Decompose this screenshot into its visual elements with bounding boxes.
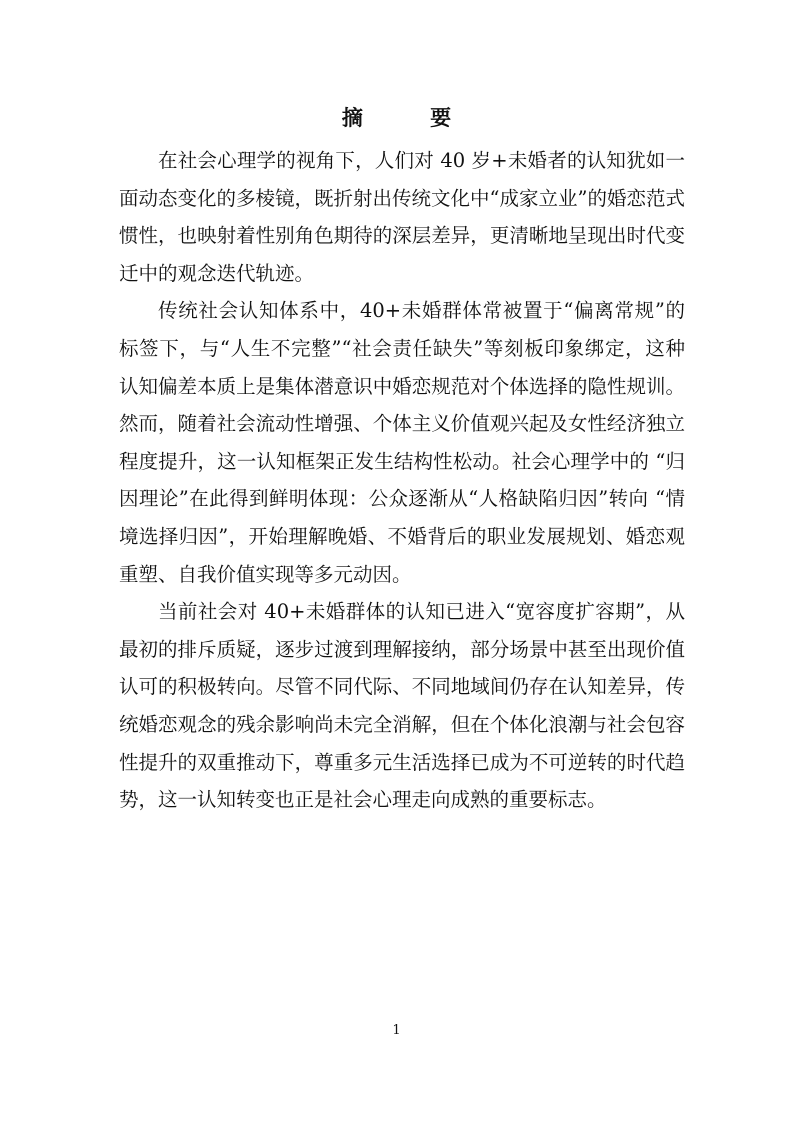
abstract-body <box>119 142 685 819</box>
page-number: 1 <box>392 1023 401 1038</box>
paragraph-1: 在社会心理学的视角下，人们对 40 岁+未婚者的认知犹如一面动态变化的多棱镜，既折射出传统文化中“成家立业”的婚恋范式惯性，也映射着性别角色期待的深层差异，更清晰地呈现出时代变迁中的观念迭代轨迹。 <box>119 149 685 285</box>
paragraph-3: 当前社会对 40+未婚群体的认知已进入“宽容度扩容期”，从最初的排斥质疑，逐步过渡到理解接纳，部分场景中甚至出现价值认可的积极转向。尽管不同代际、不同地域间仍存在认知差异，传统婚恋观念的残余影响尚未完全消解，但在个体化浪潮与社会包容性提升的双重推动下，尊重多元生活选择已成为不可逆转的时代趋势，这一认知转变也正是社会心理走向成熟的重要标志。 <box>119 600 685 812</box>
page-title: 摘 要 <box>341 105 482 130</box>
paragraph-2: 传统社会认知体系中，40+未婚群体常被置于“偏离常规”的标签下，与“人生不完整”“社会责任缺失”等刻板印象绑定，这种认知偏差本质上是集体潜意识中婚恋规范对个体选择的隐性规训。然而，随着社会流动性增强、个体主义价值观兴起及女性经济独立程度提升，这一认知框架正发生结构性松动。社会心理学中的 “归因理论”在此得到鲜明体现：公众逐渐从“人格缺陷归因”转向 “情境选择归因”，开始理解晚婚、不婚背后的职业发展规划、婚恋观重塑、自我价值实现等多元动因。 <box>119 299 685 586</box>
